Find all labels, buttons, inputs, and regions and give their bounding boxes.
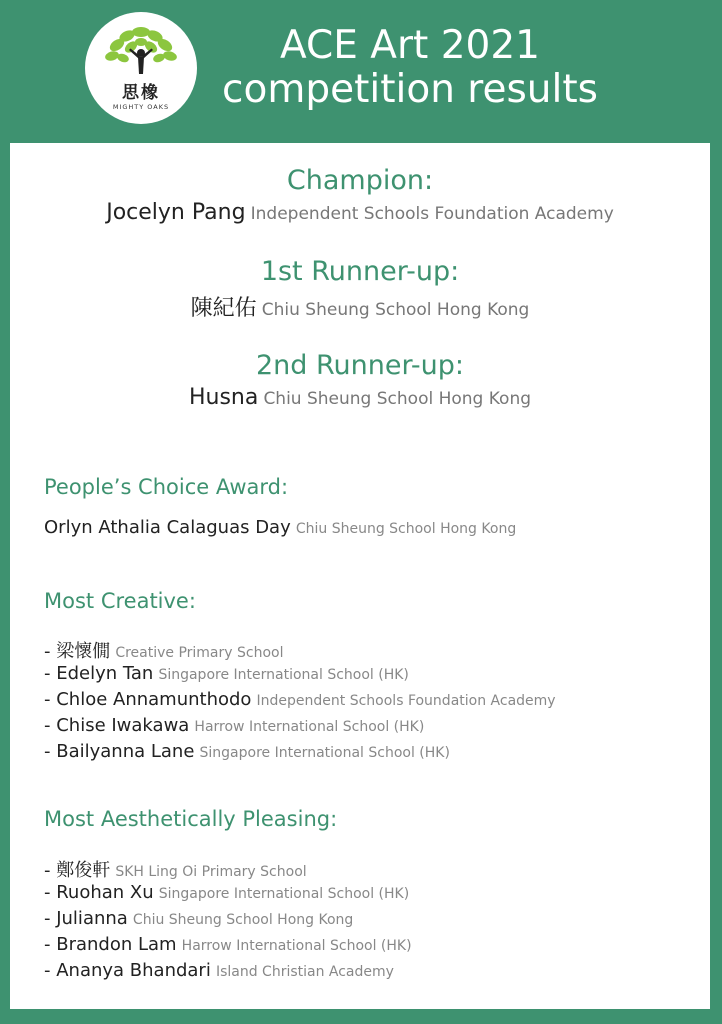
winner-school: Chiu Sheung School Hong Kong [132,912,354,928]
list-item: - Chise Iwakawa Harrow International School (HK) [44,715,425,736]
winner-name: Edelyn Tan [56,663,154,684]
first-runner-up-section [10,256,710,322]
winner-name: 鄭俊軒 [56,860,111,881]
champion-school: Independent Schools Foundation Academy [250,204,614,224]
most-aesthetic-list [44,856,412,986]
most-creative-list [44,637,556,767]
first-runner-up-name: 陳紀佑 [190,296,257,321]
list-item: - 鄭俊軒 SKH Ling Oi Primary School [44,860,307,881]
list-item: - 梁懷僩 Creative Primary School [44,641,284,662]
winner-name: 梁懷僩 [56,641,111,662]
winner-school: Creative Primary School [115,645,284,661]
title-line-1: ACE Art 2021 [280,23,540,68]
second-runner-up-school: Chiu Sheung School Hong Kong [263,389,532,409]
winner-name: Bailyanna Lane [56,741,195,762]
champion-section [10,165,710,225]
winner-name: Chloe Annamunthodo [56,689,252,710]
list-item: - Chloe Annamunthodo Independent Schools Foundation Academy [44,689,556,710]
logo-chinese-text: 思橡 [122,83,160,103]
winner-school: Island Christian Academy [215,964,394,980]
second-runner-up-heading: 2nd Runner-up: [256,350,464,381]
champion-name: Jocelyn Pang [106,200,246,225]
champion-entry [10,200,710,225]
winner-name: Brandon Lam [56,934,177,955]
list-item: - Ruohan Xu Singapore International School (HK) [44,882,410,903]
second-runner-up-section [10,350,710,410]
peoples-choice-name: Orlyn Athalia Calaguas Day [44,517,291,538]
peoples-choice-school: Chiu Sheung School Hong Kong [295,521,517,537]
winner-name: Julianna [56,908,128,929]
first-runner-up-entry [10,291,710,322]
second-runner-up-name: Husna [188,385,259,410]
list-item: - Bailyanna Lane Singapore International School (HK) [44,741,450,762]
winner-school: Singapore International School (HK) [158,886,410,902]
list-item: - Ananya Bhandari Island Christian Academy [44,960,394,981]
list-item: - Brandon Lam Harrow International School (HK) [44,934,412,955]
winner-name: Ananya Bhandari [56,960,211,981]
title-line-2: competition results [222,67,598,112]
mighty-oaks-logo [85,12,197,124]
winner-name: Chise Iwakawa [56,715,190,736]
peoples-choice-heading: People’s Choice Award: [44,475,289,499]
most-aesthetic-heading: Most Aesthetically Pleasing: [44,807,338,831]
winner-school: Harrow International School (HK) [181,938,412,954]
winner-school: SKH Ling Oi Primary School [115,864,307,880]
first-runner-up-heading: 1st Runner-up: [260,256,460,287]
winner-school: Singapore International School (HK) [199,745,450,761]
winner-school: Independent Schools Foundation Academy [256,693,556,709]
winner-school: Harrow International School (HK) [194,719,425,735]
champion-heading: Champion: [286,165,434,196]
most-creative-heading: Most Creative: [44,589,196,613]
winner-name: Ruohan Xu [56,882,154,903]
first-runner-up-school: Chiu Sheung School Hong Kong [261,300,530,320]
list-item: - Julianna Chiu Sheung School Hong Kong [44,908,354,929]
list-item: - Edelyn Tan Singapore International School (HK) [44,663,409,684]
page-title [200,24,620,112]
logo-english-text: MIGHTY OAKS [112,103,170,111]
second-runner-up-entry [10,385,710,410]
peoples-choice-entry [44,517,516,538]
winner-school: Singapore International School (HK) [158,667,409,683]
results-card [10,143,710,1009]
